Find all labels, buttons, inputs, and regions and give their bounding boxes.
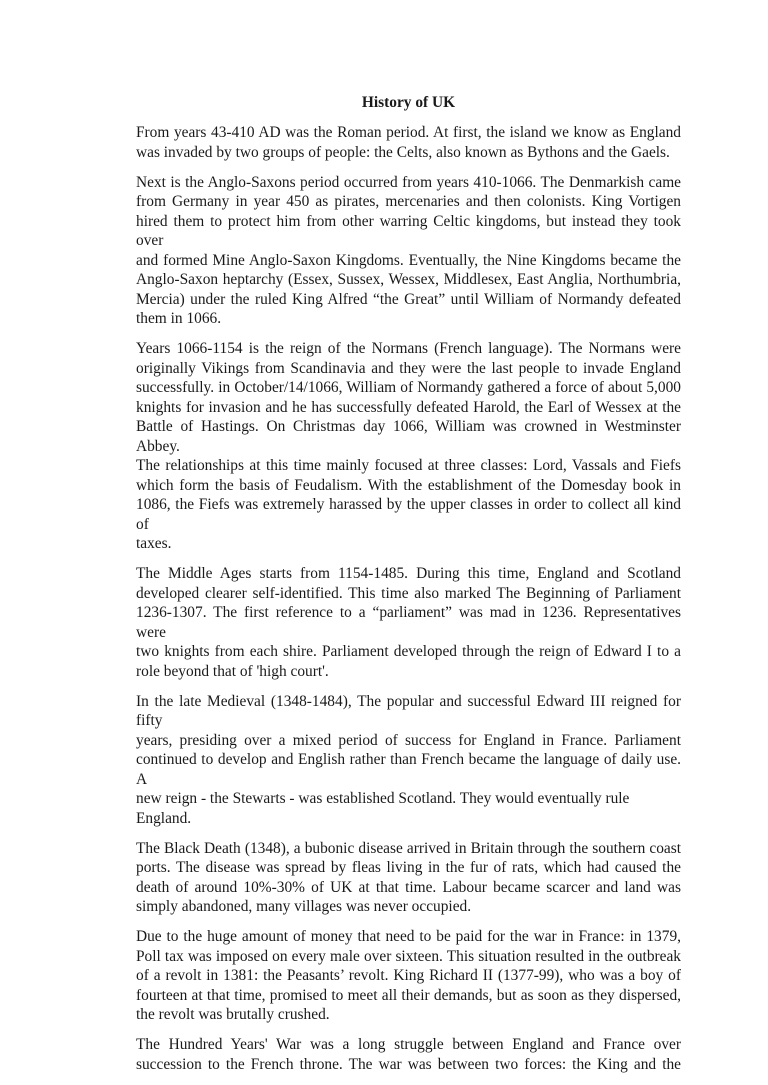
- text-line: simply abandoned, many villages was never occupied.: [136, 898, 472, 915]
- text-line: In the late Medieval (1348-1484), The popular and successful Edward III reigned for fifty: [136, 692, 681, 729]
- paragraph: [136, 839, 681, 917]
- paragraph: [136, 339, 681, 554]
- text-line: of a revolt in 1381: the Peasants’ revolt. King Richard II (1377-99), who was a boy of: [136, 967, 681, 984]
- text-line: fourteen at that time, promised to meet all their demands, but as soon as they dispersed,: [136, 986, 681, 1004]
- text-line: two knights from each shire. Parliament developed through the reign of Edward I to a: [136, 643, 681, 660]
- text-line: successfully. in October/14/1066, William of Normandy gathered a force of about 5,000: [136, 379, 681, 396]
- text-line: The relationships at this time mainly focused at three classes: Lord, Vassals and Fiefs: [136, 457, 681, 474]
- text-line: knights for invasion and he has successfully defeated Harold, the Earl of Wessex at the: [136, 398, 681, 416]
- text-line: and formed Mine Anglo-Saxon Kingdoms. Eventually, the Nine Kingdoms became the: [136, 251, 681, 269]
- paragraph: [136, 173, 681, 329]
- paragraph: [136, 123, 681, 162]
- text-line: them in 1066.: [136, 310, 222, 327]
- text-line: Battle of Hastings. On Christmas day 1066, William was crowned in Westminster Abbey.: [136, 418, 681, 455]
- text-line: originally Vikings from Scandinavia and they were the last people to invade England: [136, 359, 681, 377]
- text-line: 1086, the Fiefs was extremely harassed by the upper classes in order to collect all kind of: [136, 496, 681, 533]
- text-line: From years 43-410 AD was the Roman period. At first, the island we know as England: [136, 124, 681, 141]
- paragraph: [136, 692, 681, 829]
- text-line: succession to the French throne. The war was between two forces: the King and the: [136, 1055, 681, 1073]
- text-line: The Black Death (1348), a bubonic disease arrived in Britain through the southern coast: [136, 839, 681, 857]
- text-line: Anglo-Saxon heptarchy (Essex, Sussex, Wessex, Middlesex, East Anglia, Northumbria,: [136, 271, 681, 288]
- text-line: ports. The disease was spread by fleas living in the fur of rats, which had caused the: [136, 859, 681, 876]
- paragraph: [136, 564, 681, 681]
- text-line: The Middle Ages starts from 1154-1485. During this time, England and Scotland: [136, 565, 681, 582]
- text-line: was invaded by two groups of people: the Celts, also known as Bythons and the Gaels.: [136, 143, 670, 161]
- text-line: Poll tax was imposed on every male over sixteen. This situation resulted in the outbreak: [136, 947, 681, 965]
- text-line: Next is the Anglo-Saxons period occurred from years 410-1066. The Denmarkish came: [136, 173, 681, 191]
- text-line: Mercia) under the ruled King Alfred “the Great” until William of Normandy defeated: [136, 290, 681, 308]
- text-line: role beyond that of 'high court'.: [136, 662, 329, 680]
- text-line: The Hundred Years' War was a long struggle between England and France over: [136, 1036, 681, 1053]
- text-line: taxes.: [136, 535, 172, 552]
- text-line: the revolt was brutally crushed.: [136, 1006, 330, 1023]
- text-line: years, presiding over a mixed period of success for England in France. Parliament: [136, 731, 681, 749]
- text-line: developed clearer self-identified. This time also marked The Beginning of Parliament: [136, 584, 681, 602]
- text-line: new reign - the Stewarts - was established Scotland. They would eventually rule England.: [136, 790, 630, 827]
- document-page: [136, 93, 681, 1085]
- text-line: Years 1066-1154 is the reign of the Normans (French language). The Normans were: [136, 340, 681, 357]
- text-line: hired them to protect him from other warring Celtic kingdoms, but instead they took over: [136, 212, 681, 249]
- text-line: Due to the huge amount of money that need to be paid for the war in France: in 1379,: [136, 928, 681, 945]
- paragraph: [136, 927, 681, 1025]
- text-line: from Germany in year 450 as pirates, mercenaries and then colonists. King Vortigen: [136, 193, 681, 210]
- document-title: History of UK: [361, 94, 456, 111]
- text-line: which form the basis of Feudalism. With the establishment of the Domesday book in: [136, 476, 681, 494]
- text-line: continued to develop and English rather than French became the language of daily use. A: [136, 751, 681, 788]
- text-line: death of around 10%-30% of UK at that time. Labour became scarcer and land was: [136, 878, 681, 896]
- text-line: 1236-1307. The first reference to a “parliament” was mad in 1236. Representatives were: [136, 604, 681, 641]
- paragraph: [136, 1035, 681, 1074]
- document-body: [136, 123, 681, 1074]
